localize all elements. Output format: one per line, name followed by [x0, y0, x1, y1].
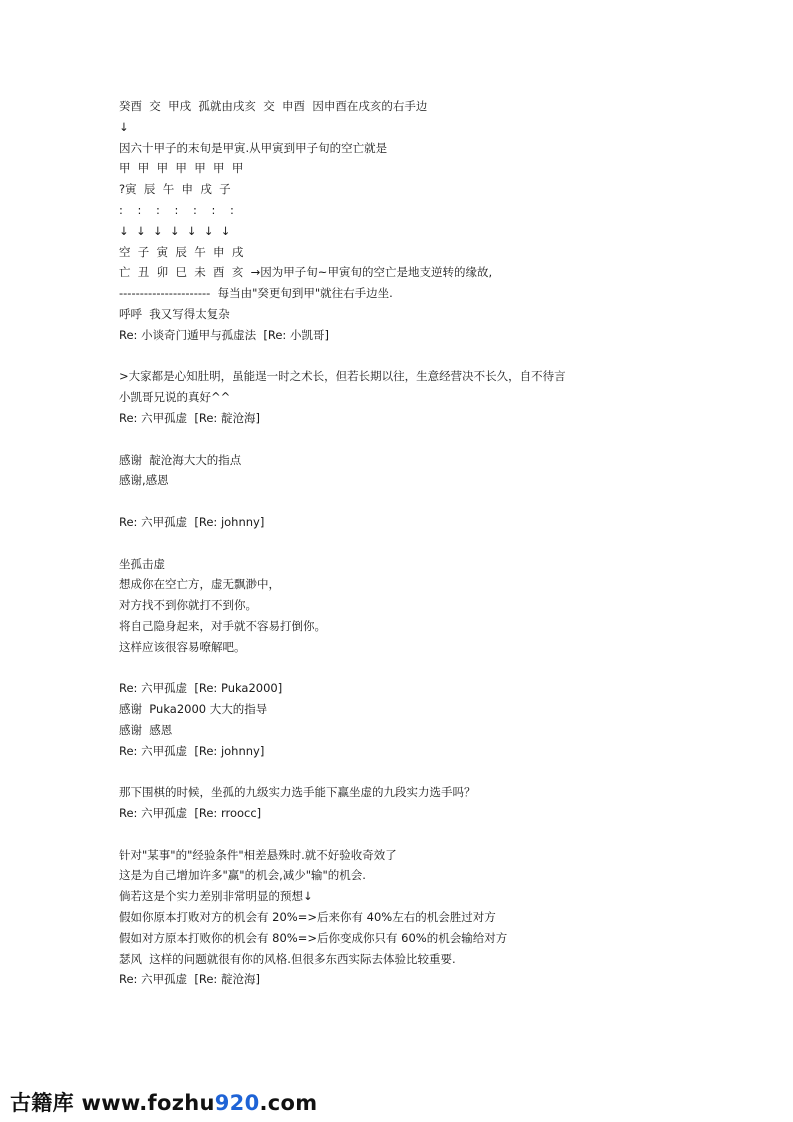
text-line: 感谢,感恩 — [119, 473, 169, 488]
text-line: 那下围棋的时候，坐孤的九级实力选手能下赢坐虚的九段实力选手吗？ — [119, 785, 476, 800]
text-line: 坐孤击虚 — [119, 556, 165, 571]
site-url-tld: .com — [259, 1091, 318, 1115]
text-line: ---------------------- 每当由"癸更旬到甲"就往右手边坐. — [119, 286, 393, 301]
text-line: Re: 六甲孤虚 [Re: rroocc] — [119, 806, 262, 821]
text-line: Re: 六甲孤虚 [Re: johnny] — [119, 743, 265, 758]
text-line: Re: 六甲孤虚 [Re: Puka2000] — [119, 681, 283, 696]
document-body — [119, 96, 719, 990]
text-line: 感谢 Puka2000 大大的指导 — [119, 702, 268, 717]
text-line: 对方找不到你就打不到你。 — [119, 598, 257, 613]
text-line: ↓ — [119, 119, 129, 134]
blank-line — [119, 346, 719, 367]
site-url-prefix: www.fozhu — [73, 1091, 215, 1115]
text-line: 想成你在空亡方，虚无飘渺中， — [119, 577, 280, 592]
blank-line — [119, 491, 719, 512]
site-brand: 古籍库 — [10, 1091, 74, 1115]
text-line: Re: 六甲孤虚 [Re: johnny] — [119, 514, 265, 529]
text-line: 感谢 感恩 — [119, 722, 173, 737]
text-line: 这样应该很容易嘹解吧。 — [119, 639, 246, 654]
blank-line — [119, 533, 719, 554]
text-line: 感谢 靛沧海大大的指点 — [119, 452, 242, 467]
text-line: Re: 小谈奇门遁甲与孤虚法 [Re: 小凯哥] — [119, 327, 329, 342]
text-line: Re: 六甲孤虚 [Re: 靛沧海] — [119, 410, 260, 425]
text-line: 将自己隐身起来，对手就不容易打倒你。 — [119, 618, 326, 633]
blank-line — [119, 762, 719, 783]
text-line: 因六十甲子的末旬是甲寅.从甲寅到甲子旬的空亡就是 — [119, 140, 388, 155]
blank-line — [119, 429, 719, 450]
text-line: 呼呼 我又写得太复杂 — [119, 306, 230, 321]
text-line: 针对"某事"的"经验条件"相差悬殊时.就不好验收奇效了 — [119, 847, 397, 862]
text-line: : : : : : : : — [119, 202, 234, 217]
text-line: 亡 丑 卯 巳 未 酉 亥 →因为甲子旬~甲寅旬的空亡是地支逆转的缘故, — [119, 265, 493, 280]
text-line: 假如你原本打败对方的机会有 20%=>后来你有 40%左右的机会胜过对方 — [119, 910, 496, 925]
blank-line — [119, 658, 719, 679]
text-line: ↓ ↓ ↓ ↓ ↓ ↓ ↓ — [119, 223, 231, 238]
blank-line — [119, 824, 719, 845]
text-line: ?寅 辰 午 申 戌 子 — [119, 182, 231, 197]
text-line: 瑟风 这样的问题就很有你的风格.但很多东西实际去体验比较重要. — [119, 951, 456, 966]
text-line: 假如对方原本打败你的机会有 80%=>后你变成你只有 60%的机会输给对方 — [119, 930, 508, 945]
text-line: Re: 六甲孤虚 [Re: 靛沧海] — [119, 972, 260, 987]
text-line: 空 子 寅 辰 午 申 戌 — [119, 244, 244, 259]
text-line: 倘若这是个实力差别非常明显的预想↓ — [119, 889, 313, 904]
text-line: >大家都是心知肚明，虽能逞一时之术长，但若长期以往，生意经营决不长久，自不待言 — [119, 369, 566, 384]
text-line: 小凯哥兄说的真好^^ — [119, 390, 231, 405]
site-watermark — [10, 1086, 318, 1120]
text-line: 癸酉 交 甲戌 孤就由戌亥 交 申酉 因申酉在戌亥的右手边 — [119, 99, 428, 113]
text-line: 甲 甲 甲 甲 甲 甲 甲 — [119, 161, 244, 176]
site-url-number: 920 — [214, 1091, 260, 1115]
text-line: 这是为自己增加许多"赢"的机会,减少"输"的机会. — [119, 868, 366, 883]
